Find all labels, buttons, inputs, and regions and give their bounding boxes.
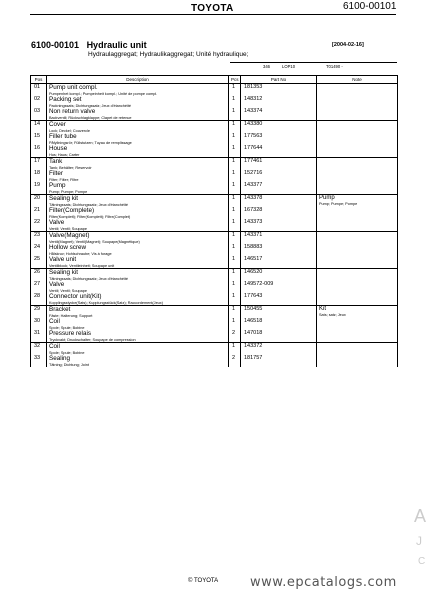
cell-description xyxy=(47,121,229,134)
pos-value: 29 xyxy=(34,306,41,312)
model-code-2: LOP10 xyxy=(282,64,296,69)
cell-description xyxy=(47,256,229,269)
cell-qty xyxy=(229,195,241,208)
part-name: Filter(Complete) xyxy=(49,207,95,214)
cell-part-no xyxy=(241,318,317,330)
part-number[interactable]: 177563 xyxy=(244,133,263,139)
pos-value: 15 xyxy=(34,133,41,139)
cell-description xyxy=(47,84,229,97)
cell-pos xyxy=(31,133,47,145)
cell-qty xyxy=(229,170,241,182)
part-name: Hollow screw xyxy=(49,244,87,251)
col-qty: Pcs xyxy=(229,76,241,84)
table-header-row xyxy=(31,76,398,84)
table-row xyxy=(31,96,398,108)
qty-value: 1 xyxy=(232,293,236,299)
qty-value: 1 xyxy=(232,281,236,287)
cell-note xyxy=(317,133,398,145)
cell-qty xyxy=(229,121,241,134)
cell-pos xyxy=(31,145,47,158)
qty-value: 2 xyxy=(232,330,236,336)
part-name: Filler tube xyxy=(49,133,77,140)
cell-part-no xyxy=(241,269,317,282)
part-number[interactable]: 146518 xyxy=(244,318,263,324)
cell-pos xyxy=(31,170,47,182)
cell-qty xyxy=(229,330,241,343)
table-row xyxy=(31,182,398,195)
cell-pos xyxy=(31,355,47,367)
qty-value: 1 xyxy=(232,121,236,127)
cell-part-no xyxy=(241,219,317,232)
col-part-no: Part No xyxy=(241,76,317,84)
qty-value: 1 xyxy=(232,170,236,176)
edge-glyph-b: J xyxy=(416,534,422,548)
table-row xyxy=(31,145,398,158)
cell-note xyxy=(317,182,398,195)
cell-description xyxy=(47,232,229,245)
cell-qty xyxy=(229,343,241,356)
table-row xyxy=(31,306,398,319)
cell-note xyxy=(317,281,398,293)
cell-part-no xyxy=(241,343,317,356)
note-text: Kit xyxy=(319,306,327,312)
qty-value: 1 xyxy=(232,256,236,262)
cell-qty xyxy=(229,244,241,256)
pos-value: 30 xyxy=(34,318,41,324)
part-number[interactable]: 177644 xyxy=(244,145,263,151)
part-name: Bracket xyxy=(49,306,71,313)
cell-note xyxy=(317,96,398,108)
cell-description xyxy=(47,269,229,282)
group-subtitle: Hydraulaggregat; Hydraulikaggregat; Unité hydraulique; xyxy=(88,51,249,58)
cell-pos xyxy=(31,330,47,343)
cell-pos xyxy=(31,293,47,306)
part-translation: Tryckvakt; Druckschalter; Soupape de compression xyxy=(49,337,136,342)
cell-pos xyxy=(31,108,47,121)
qty-value: 1 xyxy=(232,158,236,164)
table-row xyxy=(31,121,398,134)
cell-part-no xyxy=(241,84,317,97)
cell-note xyxy=(317,219,398,232)
qty-value: 2 xyxy=(232,355,236,361)
pos-value: 24 xyxy=(34,244,41,250)
part-number[interactable]: 143374 xyxy=(244,108,263,114)
table-row xyxy=(31,219,398,232)
cell-note xyxy=(317,343,398,356)
part-translation: Ventil; Ventil; Soupape xyxy=(49,226,87,231)
revision-date: [2004-02-16] xyxy=(332,42,364,48)
pos-value: 22 xyxy=(34,219,41,225)
cell-pos xyxy=(31,96,47,108)
cell-qty xyxy=(229,145,241,158)
part-translation: Tätningssats; Dichtungssatz; Jeux d'étanchéité xyxy=(49,202,129,207)
cell-pos xyxy=(31,207,47,219)
part-name: Valve xyxy=(49,219,65,226)
pos-value: 16 xyxy=(34,145,41,151)
cell-description xyxy=(47,133,229,145)
part-name: Pump xyxy=(49,182,66,189)
qty-value: 1 xyxy=(232,343,236,349)
cell-note xyxy=(317,293,398,306)
qty-value: 1 xyxy=(232,207,236,213)
qty-value: 1 xyxy=(232,318,236,324)
part-translation: Ventilblock; Ventileinheit; Soupape unit xyxy=(49,263,115,268)
table-row xyxy=(31,170,398,182)
pos-value: 33 xyxy=(34,355,41,361)
cell-part-no xyxy=(241,96,317,108)
part-name: House xyxy=(49,145,68,152)
edge-glyph-c: C xyxy=(418,556,426,567)
part-number[interactable]: 177461 xyxy=(244,158,263,164)
cell-pos xyxy=(31,343,47,356)
part-translation: Ventil(Magnet); Ventil(Magnet); Soupape(Magnétique) xyxy=(49,239,140,244)
part-translation: Backventil; Rückschlagklappe; Clapet de retenue xyxy=(49,115,132,120)
note-text: Pump xyxy=(319,195,335,201)
cell-note xyxy=(317,145,398,158)
table-row xyxy=(31,293,398,306)
part-translation: Hus; Haus; Carter xyxy=(49,152,80,157)
cell-note xyxy=(317,207,398,219)
cell-description xyxy=(47,293,229,306)
qty-value: 1 xyxy=(232,232,236,238)
cell-note xyxy=(317,355,398,367)
table-row xyxy=(31,158,398,171)
part-translation: Kopplingsstycke(Sats); Kupplungsstück(Satz); Raccordement(Jeux) xyxy=(49,300,163,305)
qty-value: 1 xyxy=(232,269,236,275)
part-name: Coil xyxy=(49,343,60,350)
part-name: Valve(Magnet) xyxy=(49,232,90,239)
qty-value: 1 xyxy=(232,306,236,312)
qty-value: 1 xyxy=(232,96,236,102)
part-translation: Hålskruv; Hohlschraube; Vis à forage xyxy=(49,251,112,256)
cell-part-no xyxy=(241,195,317,208)
cell-note xyxy=(317,108,398,121)
table-row xyxy=(31,330,398,343)
part-name: Filter xyxy=(49,170,63,177)
cell-note xyxy=(317,244,398,256)
model-code-3: T01490 - xyxy=(326,64,343,69)
cell-note xyxy=(317,256,398,269)
cell-pos xyxy=(31,195,47,208)
cell-description xyxy=(47,170,229,182)
cell-pos xyxy=(31,318,47,330)
pos-value: 19 xyxy=(34,182,41,188)
cell-qty xyxy=(229,108,241,121)
cell-qty xyxy=(229,306,241,319)
cell-part-no xyxy=(241,256,317,269)
part-name: Packing set xyxy=(49,96,82,103)
page-number: 6100-00101 xyxy=(343,1,397,12)
pos-value: 26 xyxy=(34,269,41,275)
cell-note xyxy=(317,318,398,330)
cell-pos xyxy=(31,232,47,245)
part-number[interactable]: 167328 xyxy=(244,207,263,213)
pos-value: 23 xyxy=(34,232,41,238)
table-row xyxy=(31,318,398,330)
cell-part-no xyxy=(241,281,317,293)
cell-note xyxy=(317,158,398,171)
qty-value: 1 xyxy=(232,133,236,139)
parts-table xyxy=(30,75,398,367)
cell-part-no xyxy=(241,158,317,171)
table-row xyxy=(31,269,398,282)
part-name: Coil xyxy=(49,318,60,325)
part-number[interactable]: 150455 xyxy=(244,306,263,312)
table-row xyxy=(31,232,398,245)
cell-part-no xyxy=(241,244,317,256)
cell-pos xyxy=(31,84,47,97)
cell-qty xyxy=(229,293,241,306)
col-description: Description xyxy=(47,76,229,84)
cell-qty xyxy=(229,281,241,293)
pos-value: 20 xyxy=(34,195,41,201)
qty-value: 1 xyxy=(232,108,236,114)
cell-part-no xyxy=(241,145,317,158)
cell-qty xyxy=(229,158,241,171)
cell-qty xyxy=(229,355,241,367)
pos-value: 25 xyxy=(34,256,41,262)
cell-part-no xyxy=(241,133,317,145)
cell-qty xyxy=(229,219,241,232)
part-name: Sealing kit xyxy=(49,195,79,202)
qty-value: 1 xyxy=(232,182,236,188)
cell-qty xyxy=(229,232,241,245)
cell-description xyxy=(47,207,229,219)
cell-qty xyxy=(229,84,241,97)
cell-qty xyxy=(229,256,241,269)
cell-description xyxy=(47,219,229,232)
cell-pos xyxy=(31,121,47,134)
part-translation: Pump; Pumpe; Pompe xyxy=(49,189,88,194)
part-number[interactable]: 143371 xyxy=(244,232,263,238)
pos-value: 01 xyxy=(34,84,41,90)
qty-value: 1 xyxy=(232,195,236,201)
qty-value: 1 xyxy=(232,84,236,90)
part-name: Tank xyxy=(49,158,63,165)
cell-qty xyxy=(229,182,241,195)
model-rule-top xyxy=(230,62,397,63)
watermark: www.epcatalogs.com xyxy=(250,575,397,590)
col-note: Note xyxy=(317,76,398,84)
cell-description xyxy=(47,108,229,121)
cell-pos xyxy=(31,269,47,282)
group-title xyxy=(31,40,147,50)
qty-value: 1 xyxy=(232,145,236,151)
pos-value: 31 xyxy=(34,330,41,336)
part-number[interactable]: 143373 xyxy=(244,219,263,225)
cell-pos xyxy=(31,244,47,256)
part-number[interactable]: 149572-009 xyxy=(244,281,274,287)
cell-part-no xyxy=(241,170,317,182)
table-row xyxy=(31,281,398,293)
part-number[interactable]: 143372 xyxy=(244,343,263,349)
model-code-1: 346 xyxy=(263,64,270,69)
part-number[interactable]: 143378 xyxy=(244,195,263,201)
cell-description xyxy=(47,306,229,319)
part-number[interactable]: 181757 xyxy=(244,355,263,361)
cell-qty xyxy=(229,96,241,108)
part-translation: Ventil; Ventil; Soupape xyxy=(49,288,87,293)
part-translation: Lock; Deckel; Couvercle xyxy=(49,128,90,133)
table-row xyxy=(31,244,398,256)
qty-value: 1 xyxy=(232,244,236,250)
part-translation: Pumpenhet kompl.; Pumpeinheit kompl.; Unité de pompe compl. xyxy=(49,91,158,96)
cell-description xyxy=(47,318,229,330)
header-rule xyxy=(30,14,396,15)
cell-part-no xyxy=(241,207,317,219)
table-row xyxy=(31,133,398,145)
cell-part-no xyxy=(241,293,317,306)
note-translation: Sats; satz; Jeux xyxy=(319,313,346,317)
cell-description xyxy=(47,281,229,293)
cell-qty xyxy=(229,133,241,145)
brand-header: TOYOTA xyxy=(191,3,234,14)
pos-value: 14 xyxy=(34,121,41,127)
part-translation: Påfyllningsrör; Füllstutzen; Tuyau de remplissage xyxy=(49,140,132,145)
part-number[interactable]: 148312 xyxy=(244,96,263,102)
cell-description xyxy=(47,158,229,171)
table-row xyxy=(31,343,398,356)
cell-part-no xyxy=(241,232,317,245)
pos-value: 02 xyxy=(34,96,41,102)
table-row xyxy=(31,207,398,219)
cell-part-no xyxy=(241,108,317,121)
cell-pos xyxy=(31,182,47,195)
cell-qty xyxy=(229,318,241,330)
pos-value: 17 xyxy=(34,158,41,164)
pos-value: 21 xyxy=(34,207,41,213)
pos-value: 27 xyxy=(34,281,41,287)
part-number[interactable]: 152716 xyxy=(244,170,263,176)
cell-note xyxy=(317,232,398,245)
copyright: © TOYOTA xyxy=(188,578,219,584)
cell-note xyxy=(317,330,398,343)
col-pos: Pos xyxy=(31,76,47,84)
cell-note xyxy=(317,269,398,282)
cell-pos xyxy=(31,158,47,171)
part-name: Sealing xyxy=(49,355,71,362)
part-number[interactable]: 146517 xyxy=(244,256,263,262)
cell-description xyxy=(47,330,229,343)
pos-value: 28 xyxy=(34,293,41,299)
part-number[interactable]: 147018 xyxy=(244,330,263,336)
cell-description xyxy=(47,355,229,367)
table-row xyxy=(31,84,398,97)
cell-part-no xyxy=(241,330,317,343)
cell-description xyxy=(47,182,229,195)
cell-note xyxy=(317,121,398,134)
edge-glyph-a: A xyxy=(414,506,426,526)
part-number[interactable]: 143380 xyxy=(244,121,263,127)
part-name: Sealing kit xyxy=(49,269,79,276)
part-translation: Filter(Komplett); Filter(Komplett); Filtre(Complet) xyxy=(49,214,131,219)
table-row xyxy=(31,256,398,269)
cell-pos xyxy=(31,306,47,319)
part-translation: Tank; Behälter; Reservoir xyxy=(49,165,92,170)
pos-value: 03 xyxy=(34,108,41,114)
part-number[interactable]: 158883 xyxy=(244,244,263,250)
cell-qty xyxy=(229,207,241,219)
cell-description xyxy=(47,343,229,356)
table-row xyxy=(31,108,398,121)
part-translation: Tätning; Dichtung; Joint xyxy=(49,362,89,367)
cell-part-no xyxy=(241,121,317,134)
cell-note xyxy=(317,306,398,319)
part-translation: Filter; Filter; Filtre xyxy=(49,177,79,182)
part-number[interactable]: 143377 xyxy=(244,182,263,188)
cell-note xyxy=(317,195,398,208)
table-row xyxy=(31,195,398,208)
note-translation: Pump; Pumpe; Pompe xyxy=(319,202,358,206)
part-number[interactable]: 146520 xyxy=(244,269,263,275)
part-translation: Tätningssats; Dichtungssatz; Jeux d'étanchéité xyxy=(49,276,129,281)
part-name: Connector unit(Kit) xyxy=(49,293,102,300)
cell-pos xyxy=(31,281,47,293)
part-name: Valve xyxy=(49,281,65,288)
group-name: Hydraulic unit xyxy=(86,40,147,50)
part-translation: Spole; Spule; Bobine xyxy=(49,325,85,330)
cell-description xyxy=(47,145,229,158)
part-translation: Fäste; Halterung; Support xyxy=(49,313,93,318)
qty-value: 1 xyxy=(232,219,236,225)
group-code: 6100-00101 xyxy=(31,40,80,50)
part-name: Valve unit xyxy=(49,256,77,263)
part-translation: Packningssats; Dichtungssatz; Jeux d'étanchéité xyxy=(49,103,131,108)
part-name: Cover xyxy=(49,121,66,128)
cell-part-no xyxy=(241,182,317,195)
cell-part-no xyxy=(241,355,317,367)
cell-note xyxy=(317,84,398,97)
cell-pos xyxy=(31,256,47,269)
table-row xyxy=(31,355,398,367)
cell-note xyxy=(317,170,398,182)
part-name: Pump unit compl. xyxy=(49,84,98,91)
part-name: Pressure relais xyxy=(49,330,91,337)
cell-qty xyxy=(229,269,241,282)
cell-description xyxy=(47,195,229,208)
part-number[interactable]: 181353 xyxy=(244,84,263,90)
cell-description xyxy=(47,244,229,256)
pos-value: 18 xyxy=(34,170,41,176)
part-name: Non return valve xyxy=(49,108,96,115)
part-number[interactable]: 177643 xyxy=(244,293,263,299)
cell-description xyxy=(47,96,229,108)
part-translation: Spole; Spule; Bobine xyxy=(49,350,85,355)
pos-value: 32 xyxy=(34,343,41,349)
cell-pos xyxy=(31,219,47,232)
cell-part-no xyxy=(241,306,317,319)
